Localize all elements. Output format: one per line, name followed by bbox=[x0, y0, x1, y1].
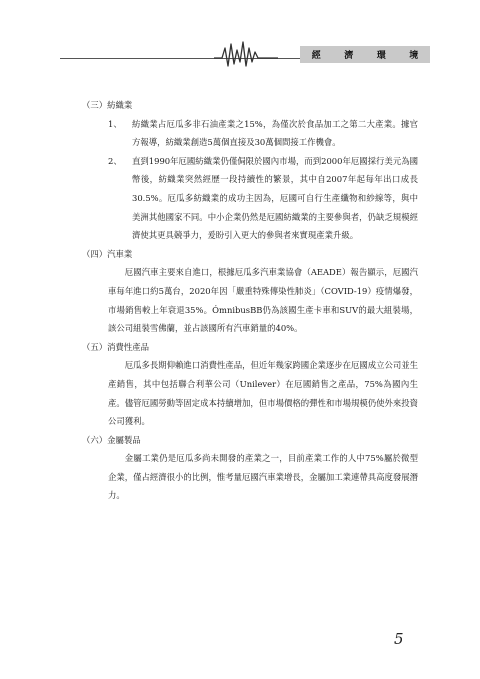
section-title-textile: （三）紡織業 bbox=[82, 100, 133, 110]
page-number: 5 bbox=[394, 630, 404, 648]
section-title-automotive: （四）汽車業 bbox=[82, 248, 133, 259]
paragraph-consumer-products: 厄瓜多長期仰賴進口消費性產品，但近年幾家跨國企業逐步在厄國成立公司並生產銷售，其中包括聯合利華公司（Unilever）在厄國銷售之產品，75%為國內生產。儘管厄國勞動等固定成本持續增加，但市場價格的彈性和市場規模仍使外來投資公司獲利。 bbox=[108, 360, 418, 427]
item-number: 2、 bbox=[108, 155, 122, 166]
list-item bbox=[78, 115, 418, 152]
header-char: 環 bbox=[376, 51, 386, 61]
paragraph-automotive: 厄國汽車主要來自進口，根據厄瓜多汽車業協會（AEADE）報告顯示，厄國汽車每年進口約5萬台，2020年因「嚴重特殊傳染性肺炎」（COVID-19）疫情爆發，市場銷售較上年衰退35%。ÓmnibusBB仍為該國生產卡車和SUV的最大組裝場，該公司組裝雪佛蘭，並占該國所有汽車銷量的40%。 bbox=[108, 267, 418, 334]
document-body bbox=[78, 96, 418, 505]
list-item bbox=[78, 152, 418, 245]
header-char: 經 bbox=[311, 51, 321, 61]
header-char: 境 bbox=[409, 51, 419, 61]
header-char: 濟 bbox=[344, 51, 354, 61]
section-title-consumer-products: （五）消費性產品 bbox=[82, 341, 149, 352]
section-title-metal-products: （六）金屬製品 bbox=[82, 434, 141, 445]
item-number: 1、 bbox=[108, 118, 122, 129]
item-text: 紡織業占厄瓜多非石油產業之15%，為僅次於食品加工之第二大產業。據官方報導，紡織業創造5萬個直接及30萬個間接工作機會。 bbox=[132, 118, 418, 148]
pulse-wave-icon bbox=[214, 40, 278, 68]
chapter-header-label bbox=[300, 46, 430, 63]
item-text: 直到1990年厄國紡織業仍僅侷限於國內市場，而到2000年厄國採行美元為國幣後，紡織業突然經歷一段持續性的繁景，其中自2007年起每年出口成長30.5%。厄瓜多紡織業的成功主因為，厄國可自行生產纖物和紗線等，與中美洲其他國家不同。中小企業仍然是厄國紡織業的主要參與者，仍缺乏規模經濟使其更具競爭力，爰盼引入更大的參與者來實現產業升級。 bbox=[132, 155, 418, 241]
paragraph-metal-products: 金屬工業仍是厄瓜多尚未開發的產業之一，目前產業工作的人中75%屬於微型企業，僅占經濟很小的比例，惟考量厄國汽車業增長，金屬加工業連帶具高度發展潛力。 bbox=[108, 453, 418, 501]
